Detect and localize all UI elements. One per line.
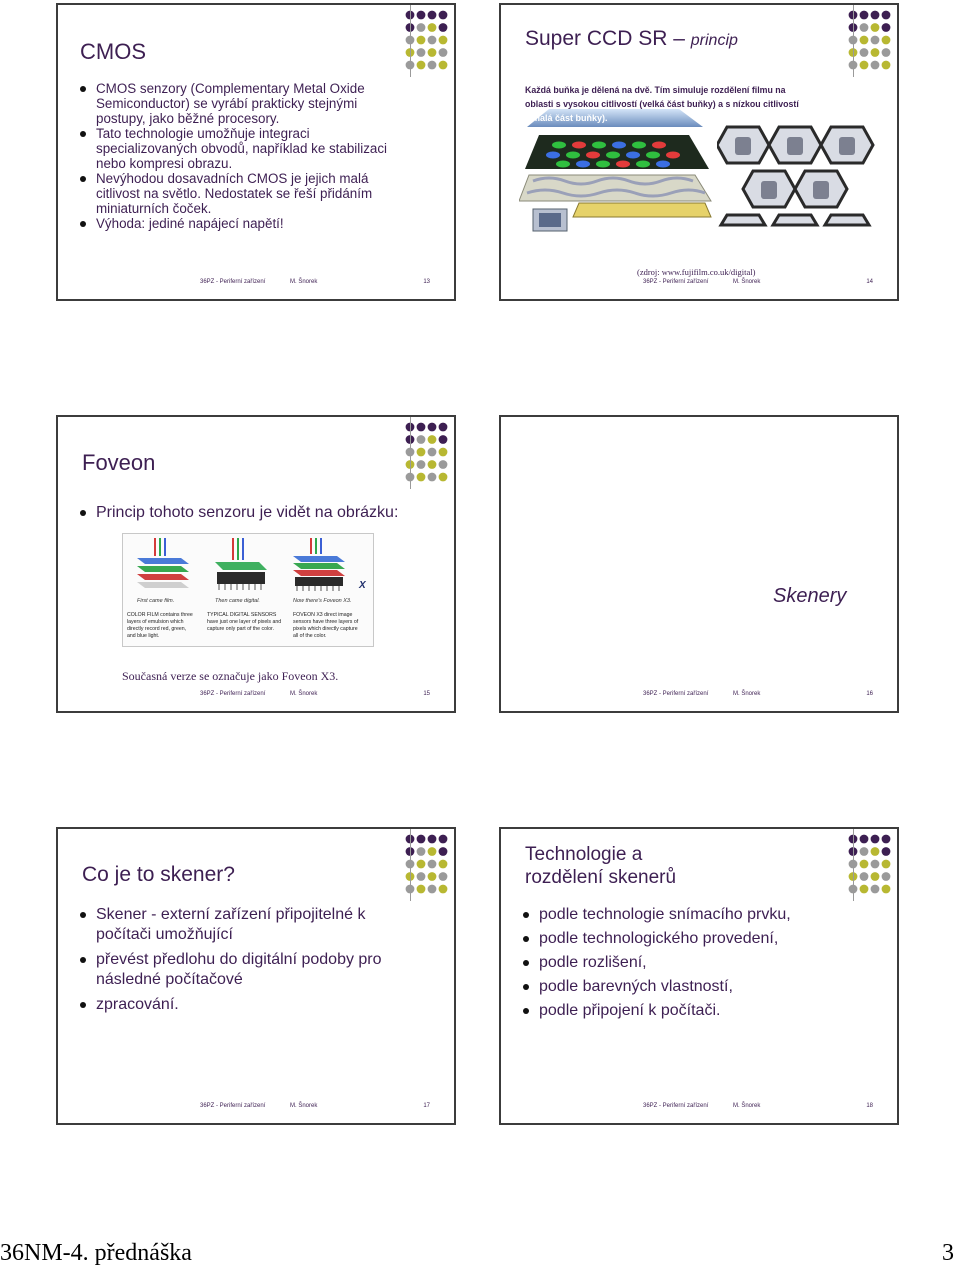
- decor-dot: [860, 61, 869, 70]
- decor-dot: [428, 885, 437, 894]
- decor-dot: [871, 835, 880, 844]
- description-line: have just one layer of pixels and: [207, 619, 282, 625]
- decor-dot: [439, 23, 448, 32]
- list-item: Výhoda: jediné napájecí napětí!: [80, 216, 400, 231]
- decor-dot: [882, 61, 891, 70]
- slide-title: [525, 27, 738, 51]
- decor-dot: [871, 860, 880, 869]
- decor-dot: [439, 460, 448, 469]
- list-item: převést předlohu do digitální podoby pro následné počítačové: [80, 950, 400, 990]
- footer-page-number: 13: [423, 279, 430, 285]
- decor-dot: [882, 11, 891, 20]
- sensor-illustration: [123, 534, 373, 596]
- bullet-list: [80, 503, 420, 523]
- footer-author: M. Šnorek: [733, 691, 761, 697]
- decor-dot: [417, 48, 426, 57]
- decor-dot: [439, 872, 448, 881]
- decor-dot: [882, 36, 891, 45]
- text-line: Každá buňka je dělená na dvě. Tím simuluje rozdělení filmu na: [525, 85, 786, 95]
- decor-dot: [428, 423, 437, 432]
- description-line: COLOR FILM contains three: [127, 612, 193, 618]
- decor-dot: [417, 61, 426, 70]
- slide-title: Foveon: [82, 450, 156, 475]
- decor-dot: [439, 48, 448, 57]
- slide-super-ccd: [499, 3, 899, 301]
- honeycomb-pixel-diagram: [717, 121, 879, 229]
- footer-page-number: 16: [866, 691, 873, 697]
- slide-footer: [501, 279, 897, 291]
- slide-footer: [501, 1103, 897, 1115]
- figure-caption: First came film.: [137, 598, 175, 604]
- foveon-figure: [122, 533, 374, 647]
- divider-line: [410, 417, 411, 489]
- title-dash: –: [673, 27, 685, 50]
- figure-description: [127, 612, 203, 640]
- slide-cmos: [56, 3, 456, 301]
- page-footer: [0, 1236, 960, 1268]
- decor-dot: [439, 36, 448, 45]
- divider-line: [410, 829, 411, 901]
- list-item: zpracování.: [80, 995, 400, 1015]
- ccd-layer-diagram: [519, 105, 715, 237]
- footer-page-number: 17: [423, 1103, 430, 1109]
- footer-course: 36PZ - Periferní zařízení: [200, 691, 266, 697]
- description-line: capture only part of the color.: [207, 626, 274, 632]
- decor-dot: [871, 847, 880, 856]
- slide-footer: [501, 691, 897, 703]
- decor-dot: [439, 835, 448, 844]
- footer-page-number: 18: [866, 1103, 873, 1109]
- slide-title: Co je to skener?: [82, 863, 235, 886]
- decor-dot: [882, 885, 891, 894]
- footer-course: 36PZ - Periferní zařízení: [643, 691, 709, 697]
- decor-dot: [428, 835, 437, 844]
- list-item: CMOS senzory (Complementary Metal Oxide Semiconductor) se vyrábí prakticky stejnými postupy, jako běžné procesory.: [80, 81, 400, 126]
- decor-dot: [871, 23, 880, 32]
- decor-dot: [428, 448, 437, 457]
- title-main: Super CCD SR: [525, 27, 668, 50]
- decor-dot: [428, 460, 437, 469]
- divider-line: [410, 5, 411, 77]
- source-credit: (zdroj: www.fujifilm.co.uk/digital): [637, 267, 756, 277]
- decor-dot: [428, 872, 437, 881]
- slide-footer: [58, 279, 454, 291]
- list-item: Princip tohoto senzoru je vidět na obrázku:: [80, 503, 420, 523]
- divider-line: [853, 5, 854, 77]
- decor-dot: [417, 872, 426, 881]
- caption-text: (malá část buňky).: [529, 113, 608, 123]
- slide-title: Skenery: [773, 585, 847, 607]
- title-line: rozdělení skenerů: [525, 867, 677, 888]
- decor-dot: [871, 48, 880, 57]
- decor-dot: [428, 11, 437, 20]
- decor-dot: [860, 835, 869, 844]
- decor-dot: [428, 36, 437, 45]
- figure-caption: Then came digital.: [215, 598, 260, 604]
- footer-author: M. Šnorek: [290, 279, 318, 285]
- decor-dot: [882, 860, 891, 869]
- decor-dot: [428, 61, 437, 70]
- list-item: podle připojení k počítači.: [523, 1001, 863, 1021]
- decor-dot: [417, 435, 426, 444]
- description-line: and blue light.: [127, 633, 160, 639]
- decor-dot: [439, 448, 448, 457]
- decor-dot: [417, 847, 426, 856]
- slide-footer: [58, 1103, 454, 1115]
- footer-author: M. Šnorek: [290, 691, 318, 697]
- decor-dot: [417, 473, 426, 482]
- footer-page-number: 15: [423, 691, 430, 697]
- decor-dot: [439, 473, 448, 482]
- bullet-list: [80, 905, 400, 1020]
- decor-dot: [860, 11, 869, 20]
- description-line: directly record red, green,: [127, 626, 187, 632]
- decor-dot: [439, 860, 448, 869]
- footer-author: M. Šnorek: [290, 1103, 318, 1109]
- decor-dot: [439, 435, 448, 444]
- decor-dot: [428, 48, 437, 57]
- title-italic: princip: [690, 32, 738, 49]
- decor-dot: [871, 36, 880, 45]
- page-number: 3: [942, 1240, 954, 1266]
- decor-dot: [860, 872, 869, 881]
- slide-skenery: [499, 415, 899, 713]
- slide-foveon: [56, 415, 456, 713]
- decor-dot: [417, 36, 426, 45]
- footer-author: M. Šnorek: [733, 279, 761, 285]
- decor-dot: [860, 48, 869, 57]
- decor-dot: [428, 23, 437, 32]
- decor-dot: [428, 435, 437, 444]
- foveon-logo: X: [359, 580, 366, 591]
- description-line: all of the color.: [293, 633, 327, 639]
- decor-dot: [439, 11, 448, 20]
- decor-dot: [871, 885, 880, 894]
- decor-dot: [428, 473, 437, 482]
- decor-dot: [882, 835, 891, 844]
- list-item: podle barevných vlastností,: [523, 977, 863, 997]
- decor-dot: [871, 11, 880, 20]
- list-item: Tato technologie umožňuje integraci specializovaných obvodů, například ke stabilizaci nebo kompresi obrazu.: [80, 126, 400, 171]
- title-line: Technologie a: [525, 844, 643, 865]
- text-line: oblasti s vysokou citlivostí (velká část buňky) a s nízkou citlivostí: [525, 99, 799, 109]
- list-item: Skener - externí zařízení připojitelné k počítači umožňující: [80, 905, 400, 945]
- lecture-label: 36NM-4. přednáška: [0, 1240, 192, 1266]
- divider-line: [853, 829, 854, 901]
- footer-course: 36PZ - Periferní zařízení: [643, 279, 709, 285]
- figure-note: Současná verze se označuje jako Foveon X3.: [122, 669, 339, 683]
- decor-dot: [417, 423, 426, 432]
- decor-dot: [860, 860, 869, 869]
- decor-dot: [860, 847, 869, 856]
- list-item: podle rozlišení,: [523, 953, 863, 973]
- decor-dot: [882, 847, 891, 856]
- list-item: podle technologického provedení,: [523, 929, 863, 949]
- footer-course: 36PZ - Periferní zařízení: [200, 1103, 266, 1109]
- decor-dot: [882, 48, 891, 57]
- list-item: podle technologie snímacího prvku,: [523, 905, 863, 925]
- decor-dot: [882, 23, 891, 32]
- description-line: pixels which directly capture: [293, 626, 358, 632]
- decor-dot: [417, 860, 426, 869]
- decor-dot: [439, 885, 448, 894]
- decor-dot: [860, 36, 869, 45]
- footer-page-number: 14: [866, 279, 873, 285]
- decor-dot: [417, 460, 426, 469]
- slide-technologie: [499, 827, 899, 1125]
- bullet-list: [80, 81, 400, 231]
- decor-dot: [860, 23, 869, 32]
- slide-footer: [58, 691, 454, 703]
- figure-caption: Now there's Foveon X3.: [293, 598, 352, 604]
- decor-dot: [428, 860, 437, 869]
- description-line: FOVEON X3 direct image: [293, 612, 353, 618]
- decor-dot: [871, 61, 880, 70]
- footer-author: M. Šnorek: [733, 1103, 761, 1109]
- list-item: Nevýhodou dosavadních CMOS je jejich malá citlivost na světlo. Nedostatek se řeší přidáním miniaturních čoček.: [80, 171, 400, 216]
- figure-description: [293, 612, 371, 640]
- decor-dot: [417, 885, 426, 894]
- decor-dot: [860, 885, 869, 894]
- description-line: TYPICAL DIGITAL SENSORS: [207, 612, 277, 618]
- description-line: layers of emulsion which: [127, 619, 184, 625]
- description-line: sensors have three layers of: [293, 619, 359, 625]
- decor-dot: [417, 448, 426, 457]
- decor-dot: [439, 423, 448, 432]
- slide-co-je-skener: [56, 827, 456, 1125]
- decor-dot: [417, 835, 426, 844]
- slide-title: CMOS: [80, 39, 146, 64]
- decor-dot: [871, 872, 880, 881]
- slide-title: [525, 843, 676, 889]
- bullet-list: [523, 905, 863, 1025]
- figure-description: [207, 612, 289, 633]
- decor-dot: [439, 61, 448, 70]
- decor-dot: [417, 11, 426, 20]
- footer-course: 36PZ - Periferní zařízení: [643, 1103, 709, 1109]
- footer-course: 36PZ - Periferní zařízení: [200, 279, 266, 285]
- decor-dot: [428, 847, 437, 856]
- decor-dot: [882, 872, 891, 881]
- decor-dot: [439, 847, 448, 856]
- decor-dot: [417, 23, 426, 32]
